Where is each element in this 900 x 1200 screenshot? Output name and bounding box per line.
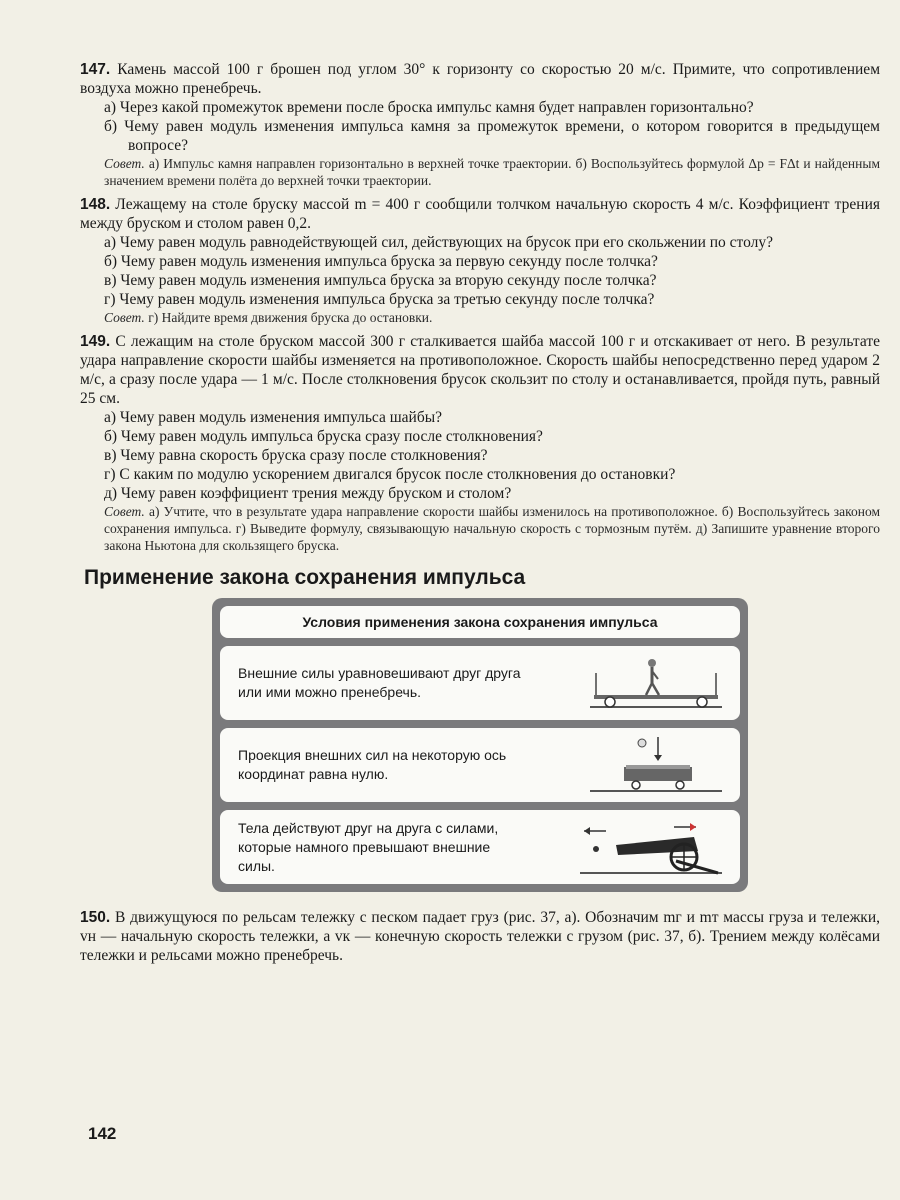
problem-item: б) Чему равен модуль изменения импульса камня за промежуток времени, о котором говорится в предыдущем вопросе? — [104, 118, 880, 154]
advice-text: а) Импульс камня направлен горизонтально в верхней точке траектории. б) Воспользуйтесь формулой Δp = FΔt и найденным значением времени полёта до верхней точки траектории. — [104, 156, 880, 188]
advice — [104, 503, 880, 554]
problem-item: г) Чему равен модуль изменения импульса бруска за третью секунду после толчка? — [104, 291, 655, 308]
row-text: Внешние силы уравновешивают друг друга или ими можно пренебречь. — [238, 665, 521, 700]
problem-item: д) Чему равен коэффициент трения между бруском и столом? — [104, 485, 512, 502]
problem-text: С лежащим на столе бруском массой 300 г сталкивается шайба массой 100 г и отскакивает от него. В результате удара направление скорости шайбы изменяется на противоположное. Скорость шайбы непосредственно перед ударом 2 м/с, а сразу после удара — 1 м/с. После столкновения брусок скользит по столу и останавливается, пройдя путь, равный 25 см. — [80, 333, 880, 407]
problem-item: б) Чему равен модуль импульса бруска сразу после столкновения? — [104, 428, 543, 445]
problem-text: Камень массой 100 г брошен под углом 30° к горизонту со скоростью 20 м/с. Примите, что сопротивлением воздуха можно пренебречь. — [80, 61, 880, 97]
advice-label: Совет. — [104, 156, 145, 171]
conditions-table — [212, 598, 748, 892]
row-text: Проекция внешних сил на некоторую ось координат равна нулю. — [238, 747, 507, 782]
problem-148 — [80, 195, 880, 326]
table-row — [220, 646, 740, 720]
problem-150 — [80, 908, 880, 965]
problem-item: в) Чему равен модуль изменения импульса бруска за вторую секунду после толчка? — [104, 272, 657, 289]
problem-item: а) Чему равен модуль равнодействующей сил, действующих на брусок при его скольжении по столу? — [104, 234, 774, 251]
cart-with-person-illustration — [586, 653, 726, 713]
problem-item: а) Через какой промежуток времени после броска импульс камня будет направлен горизонтально? — [104, 99, 754, 116]
advice-text: г) Найдите время движения бруска до остановки. — [148, 310, 433, 325]
problem-item: г) С каким по модулю ускорением двигался брусок после столкновения до остановки? — [104, 466, 676, 483]
advice-label: Совет. — [104, 504, 145, 519]
advice — [104, 309, 880, 326]
problem-item: б) Чему равен модуль изменения импульса бруска за первую секунду после толчка? — [104, 253, 658, 270]
advice-text: а) Учтите, что в результате удара направление скорости шайбы изменилось на противоположное. б) Воспользуйтесь законом сохранения импульса. г) Выведите формулу, связывающую начальную скорость с тормозным путём. д) Запишите уравнение второго закона Ньютона для скользящего бруска. — [104, 504, 881, 553]
page-number: 142 — [88, 1124, 117, 1143]
problem-149 — [80, 332, 880, 554]
section-title: Применение закона сохранения импульса — [84, 566, 526, 589]
table-row — [220, 728, 740, 802]
problem-number: 150. — [80, 909, 111, 926]
problem-item: в) Чему равна скорость бруска сразу после столкновения? — [104, 447, 488, 464]
cannon-illustration — [576, 817, 726, 877]
problem-item: а) Чему равен модуль изменения импульса шайбы? — [104, 409, 442, 426]
table-title: Условия применения закона сохранения импульса — [220, 606, 740, 638]
advice — [104, 155, 880, 189]
page-content — [80, 60, 880, 971]
advice-label: Совет. — [104, 310, 145, 325]
row-text: Тела действуют друг на друга с силами, которые намного превышают внешние силы. — [238, 819, 499, 874]
problem-number: 148. — [80, 196, 111, 213]
problem-147 — [80, 60, 880, 189]
problem-text: В движущуюся по рельсам тележку с песком падает груз (рис. 37, а). Обозначим mг и mт массы груза и тележки, vн — начальную скорость тележки, а vк — конечную скорость тележки с грузом (рис. 37, б). Трением между колёсами тележки и рельсами можно пренебречь. — [80, 909, 881, 964]
problem-number: 147. — [80, 61, 111, 78]
table-row — [220, 810, 740, 884]
ball-into-cart-illustration — [586, 735, 726, 795]
problem-text: Лежащему на столе бруску массой m = 400 г сообщили толчком начальную скорость 4 м/с. Коэффициент трения между бруском и столом равен 0,2. — [80, 196, 880, 232]
problem-number: 149. — [80, 333, 111, 350]
